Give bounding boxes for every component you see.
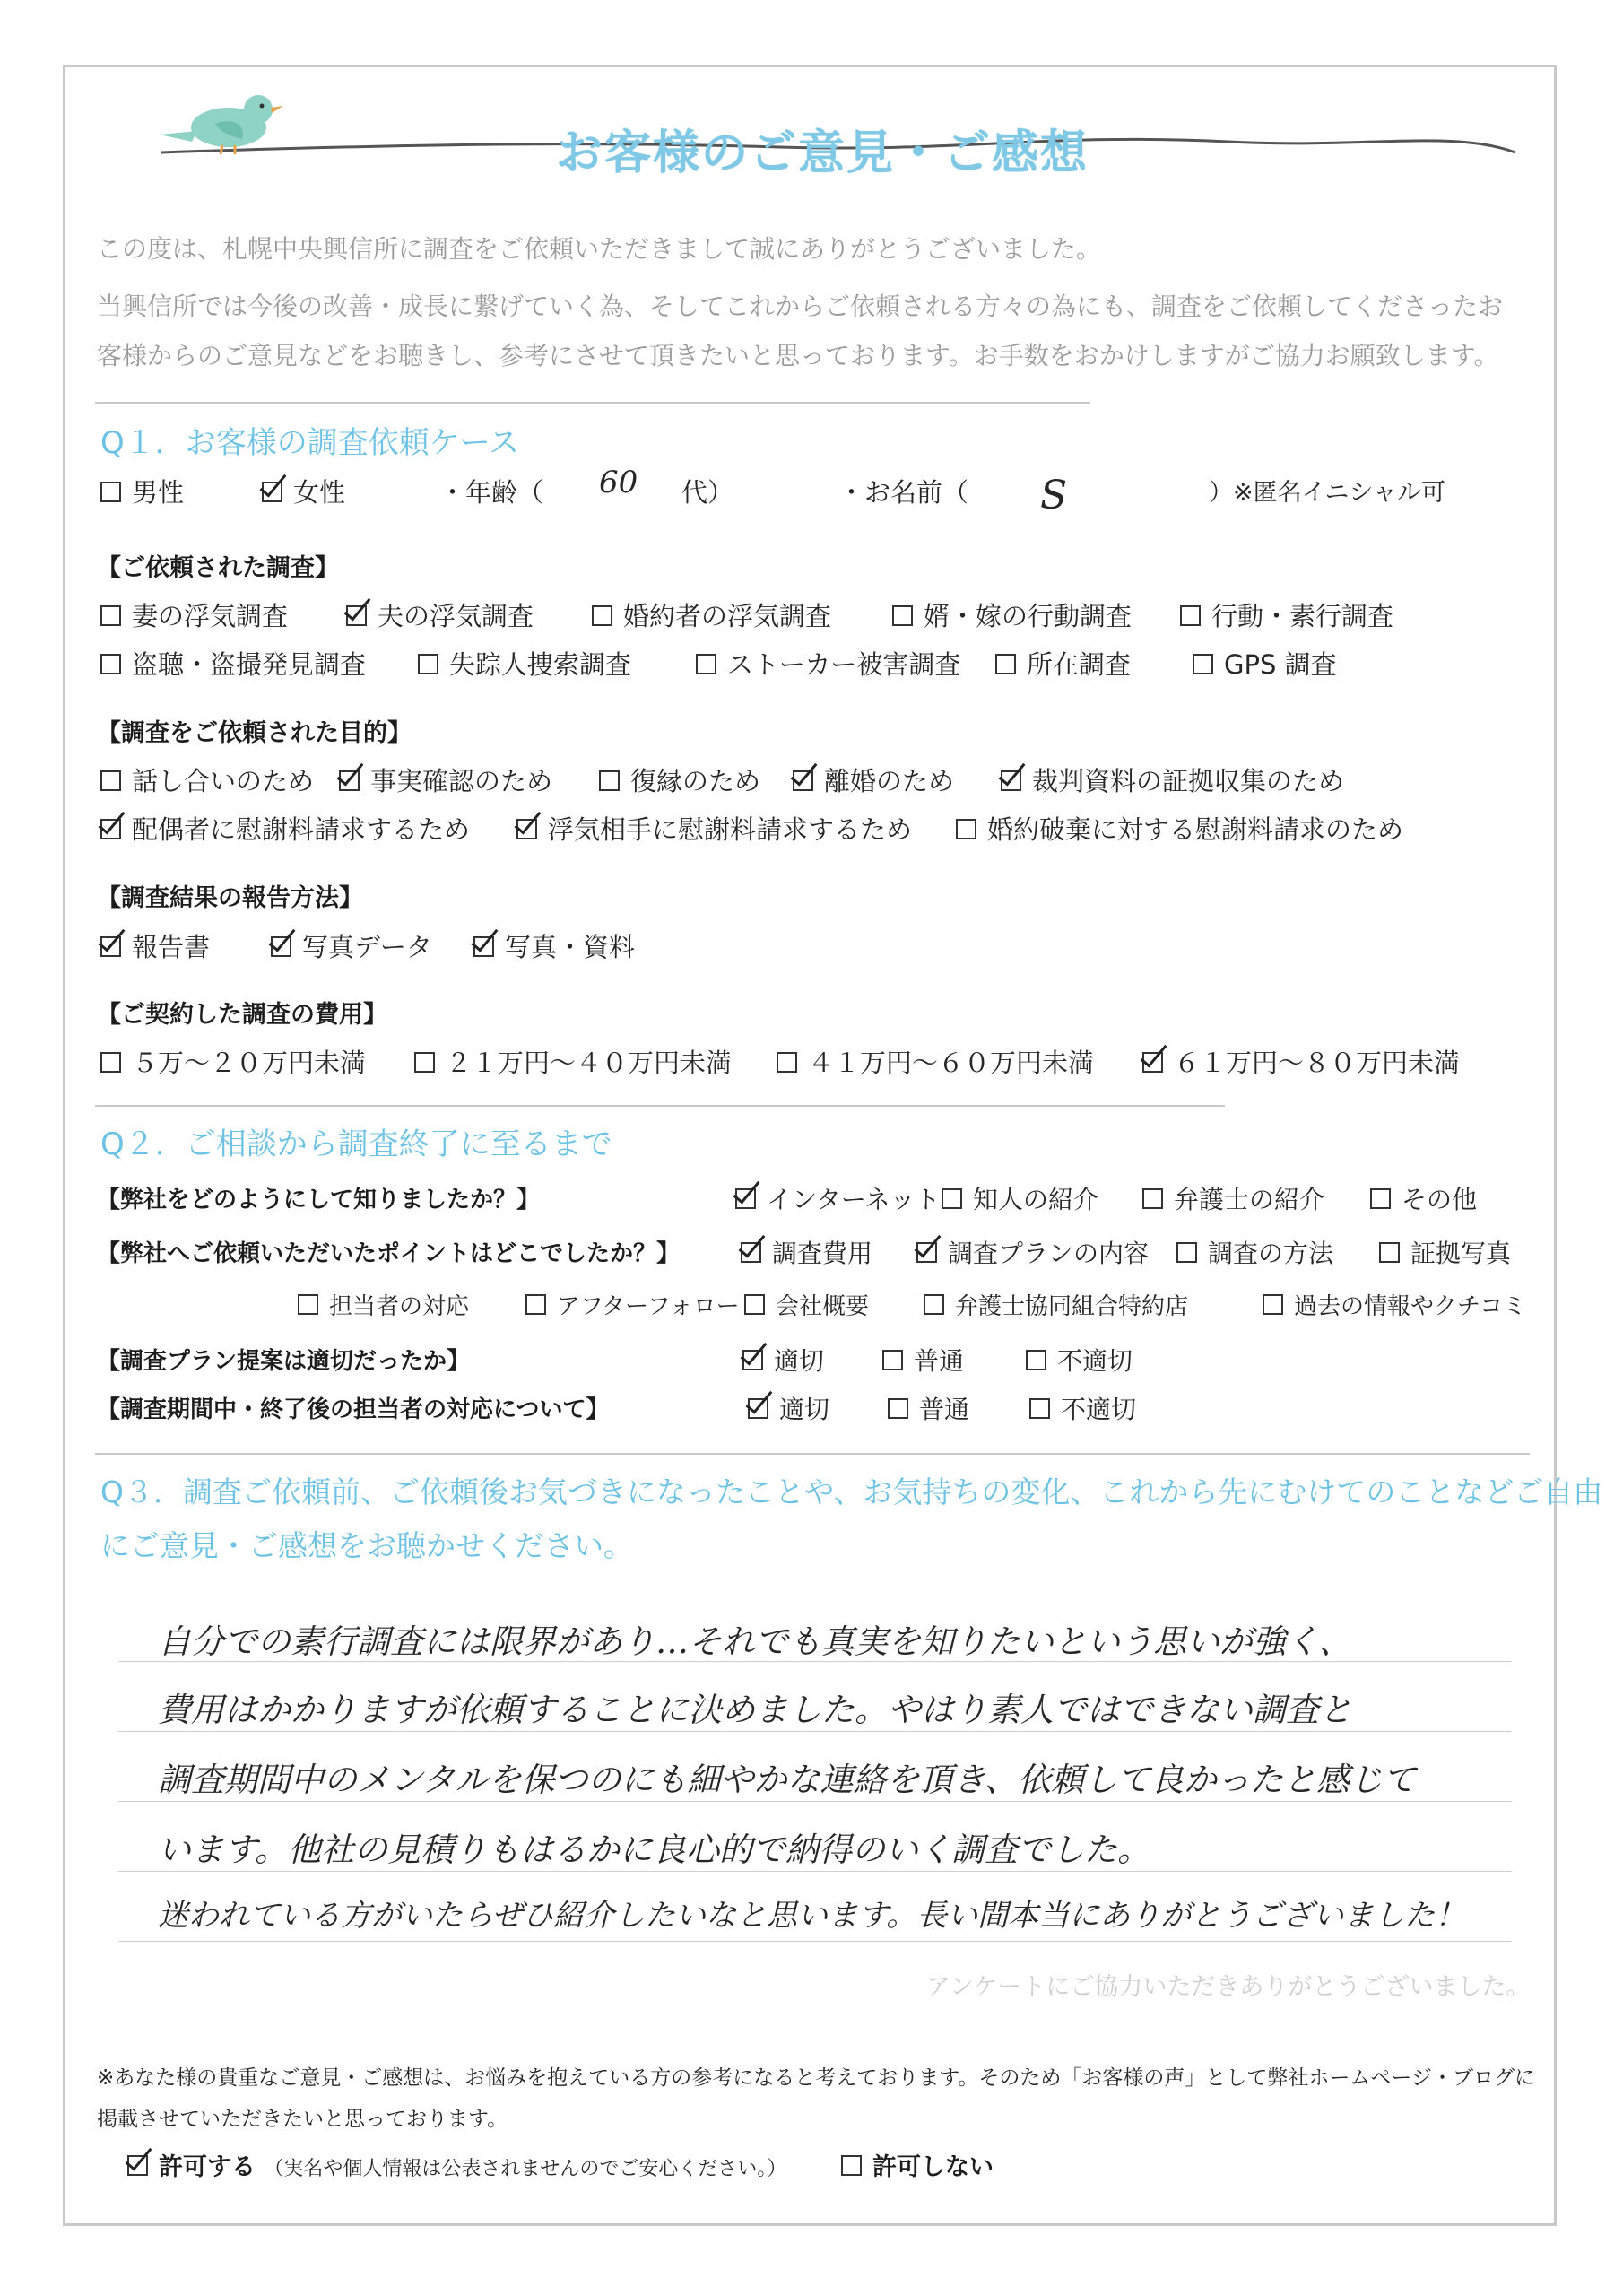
- option-husband-affair[interactable]: 夫の浮気調査: [346, 596, 534, 633]
- answer-line-5[interactable]: 迷われている方がいたらぜひ紹介したいなと思います。長い間本当にありがとうございました！: [158, 1898, 1466, 1934]
- name-value[interactable]: S: [1040, 473, 1068, 518]
- option-wife-affair[interactable]: 妻の浮気調査: [100, 596, 288, 633]
- option-fact-check[interactable]: 事実確認のため: [339, 761, 552, 798]
- checkbox-checked[interactable]: [748, 1398, 768, 1419]
- checkbox-checked[interactable]: [516, 819, 537, 839]
- option-plan-inappropriate[interactable]: 不適切: [1026, 1342, 1133, 1378]
- divider: [95, 402, 1090, 404]
- answer-rule: [118, 1731, 1512, 1732]
- q2-question-plan: 【調査プラン提案は適切だったか】: [97, 1348, 471, 1375]
- checkbox[interactable]: [1263, 1294, 1283, 1315]
- option-location[interactable]: 所在調査: [995, 645, 1131, 682]
- option-spouse-compensation[interactable]: 配偶者に慰謝料請求するため: [100, 810, 470, 847]
- section-title-investigation-type: 【ご依頼された調査】: [97, 554, 339, 582]
- checkbox[interactable]: [924, 1294, 944, 1315]
- answer-line-4[interactable]: います。他社の見積りもはるかに良心的で納得のいく調査でした。: [158, 1831, 1151, 1869]
- checkbox[interactable]: [1193, 654, 1213, 674]
- checkbox[interactable]: [418, 654, 438, 674]
- answer-rule: [118, 1941, 1512, 1942]
- option-internet[interactable]: インターネット: [735, 1180, 940, 1216]
- checkbox[interactable]: [592, 605, 612, 626]
- checkbox[interactable]: [892, 605, 913, 626]
- checkbox[interactable]: [841, 2155, 862, 2176]
- checkbox[interactable]: [1379, 1242, 1400, 1263]
- option-court-evidence[interactable]: 裁判資料の証拠収集のため: [1001, 761, 1344, 798]
- publish-note-line-1: ※あなた様の貴重なご意見・ご感想は、お悩みを抱えている方の参考になると考えております。そのため「お客様の声」として弊社ホームページ・ブログに: [97, 2066, 1535, 2090]
- section-title-purpose: 【調査をご依頼された目的】: [97, 719, 412, 747]
- divider: [95, 1105, 1225, 1107]
- checkbox[interactable]: [414, 1052, 435, 1073]
- checkbox[interactable]: [100, 770, 121, 791]
- q2-question-how-found: 【弊社をどのようにして知りましたか？】: [97, 1187, 541, 1213]
- option-past-reviews[interactable]: 過去の情報やクチコミ: [1263, 1288, 1526, 1321]
- q1-heading: Q１．お客様の調査依頼ケース: [100, 425, 520, 461]
- checkbox[interactable]: [298, 1294, 318, 1315]
- thanks-message: アンケートにご協力いただきありがとうございました。: [926, 1973, 1531, 2001]
- intro-line-1: この度は、札幌中央興信所に調査をご依頼いただきまして誠にありがとうございました。: [97, 234, 1102, 264]
- gender-male[interactable]: 男性: [100, 473, 184, 509]
- checkbox[interactable]: [956, 819, 976, 839]
- checkbox[interactable]: [525, 1294, 546, 1315]
- answer-rule: [118, 1871, 1512, 1872]
- option-other[interactable]: その他: [1370, 1180, 1477, 1216]
- checkbox[interactable]: [1142, 1188, 1163, 1209]
- checkbox[interactable]: [1029, 1398, 1050, 1419]
- option-cost-21-40[interactable]: ２１万円～４０万円未満: [414, 1043, 732, 1080]
- option-staff-inappropriate[interactable]: 不適切: [1029, 1390, 1136, 1426]
- option-cost-61-80[interactable]: ６１万円～８０万円未満: [1142, 1043, 1460, 1080]
- checkbox[interactable]: [1370, 1188, 1391, 1209]
- checkbox-checked[interactable]: [1142, 1052, 1163, 1073]
- option-fiance-affair[interactable]: 婚約者の浮気調査: [592, 596, 831, 633]
- q3-heading-line-2: にご意見・ご感想をお聴かせください。: [100, 1528, 633, 1563]
- checkbox-checked[interactable]: [271, 936, 291, 957]
- page-title: お客様のご意見・ご感想: [556, 126, 1089, 180]
- option-method[interactable]: 調査の方法: [1176, 1234, 1333, 1270]
- checkbox-checked[interactable]: [473, 936, 494, 957]
- checkbox-checked[interactable]: [1001, 770, 1021, 791]
- option-plan-appropriate[interactable]: 適切: [742, 1342, 824, 1378]
- checkbox[interactable]: [100, 1052, 121, 1073]
- checkbox-checked[interactable]: [346, 605, 367, 626]
- checkbox[interactable]: [995, 654, 1016, 674]
- option-behavior-check[interactable]: 行動・素行調査: [1180, 596, 1393, 633]
- age-suffix: 代）: [681, 477, 734, 508]
- option-staff-appropriate[interactable]: 適切: [748, 1390, 829, 1426]
- q2-question-points: 【弊社へご依頼いただいたポイントはどこでしたか？】: [97, 1240, 681, 1267]
- option-engagement-compensation[interactable]: 婚約破棄に対する慰謝料請求のため: [956, 810, 1403, 847]
- checkbox-checked[interactable]: [741, 1242, 761, 1263]
- checkbox-checked[interactable]: [262, 482, 282, 502]
- option-report[interactable]: 報告書: [100, 927, 210, 964]
- option-gps[interactable]: GPS 調査: [1193, 645, 1337, 682]
- checkbox-checked[interactable]: [127, 2155, 148, 2176]
- checkbox[interactable]: [100, 482, 121, 502]
- intro-line-3: 客様からのご意見などをお聴きし、参考にさせて頂きたいと思っております。お手数をおかけしますがご協力お願致します。: [97, 341, 1499, 370]
- answer-line-3[interactable]: 調査期間中のメンタルを保つのにも細やかな連絡を頂き、依頼して良かったと感じて: [158, 1761, 1417, 1799]
- option-bug-detection[interactable]: 盗聴・盗撮発見調査: [100, 645, 366, 682]
- option-stalker[interactable]: ストーカー被害調査: [696, 645, 960, 682]
- option-missing-person[interactable]: 失踪人捜索調査: [418, 645, 631, 682]
- bird-icon: [160, 95, 283, 154]
- checkbox-checked[interactable]: [735, 1188, 756, 1209]
- option-photo-data[interactable]: 写真データ: [271, 927, 432, 964]
- checkbox[interactable]: [882, 1350, 903, 1370]
- option-after-follow[interactable]: アフターフォロー: [525, 1288, 740, 1321]
- checkbox[interactable]: [942, 1188, 962, 1209]
- checkbox-checked[interactable]: [793, 770, 813, 791]
- gender-female[interactable]: 女性: [262, 473, 345, 509]
- section-title-cost: 【ご契約した調査の費用】: [97, 1001, 387, 1029]
- age-label: ・年齢（: [439, 477, 544, 508]
- option-reconcile[interactable]: 復縁のため: [599, 761, 760, 798]
- checkbox[interactable]: [1180, 605, 1201, 626]
- option-discussion[interactable]: 話し合いのため: [100, 761, 314, 798]
- allow-note: （実名や個人情報は公表されませんのでご安心ください。）: [264, 2158, 787, 2180]
- checkbox-checked[interactable]: [100, 819, 121, 839]
- checkbox-checked[interactable]: [916, 1242, 937, 1263]
- answer-line-2[interactable]: 費用はかかりますが依頼することに決めました。やはり素人ではできない調査と: [158, 1691, 1352, 1729]
- option-evidence-photo[interactable]: 証拠写真: [1379, 1234, 1511, 1270]
- option-inlaw-behavior[interactable]: 婿・嫁の行動調査: [892, 596, 1132, 633]
- publish-note-line-2: 掲載させていただきたいと思っております。: [97, 2108, 508, 2131]
- option-cost-41-60[interactable]: ４１万円～６０万円未満: [777, 1043, 1094, 1080]
- option-cost-5-20[interactable]: ５万～２０万円未満: [100, 1043, 366, 1080]
- checkbox[interactable]: [696, 654, 716, 674]
- q2-heading: Q２．ご相談から調査終了に至るまで: [100, 1126, 612, 1162]
- option-cost[interactable]: 調査費用: [741, 1234, 872, 1270]
- checkbox[interactable]: [100, 605, 121, 626]
- name-label: ・お名前（: [838, 477, 969, 508]
- option-plan-content[interactable]: 調査プランの内容: [916, 1234, 1149, 1270]
- checkbox[interactable]: [888, 1398, 908, 1419]
- option-plan-normal[interactable]: 普通: [882, 1342, 964, 1378]
- option-partner-compensation[interactable]: 浮気相手に慰謝料請求するため: [516, 810, 912, 847]
- age-value[interactable]: 60: [599, 465, 638, 500]
- checkbox-checked[interactable]: [742, 1350, 763, 1370]
- option-lawyer-coop[interactable]: 弁護士協同組合特約店: [924, 1288, 1188, 1321]
- option-photo-material[interactable]: 写真・資料: [473, 927, 635, 964]
- option-staff-response[interactable]: 担当者の対応: [298, 1288, 469, 1321]
- checkbox-checked[interactable]: [100, 936, 121, 957]
- option-divorce[interactable]: 離婚のため: [793, 761, 954, 798]
- checkbox-checked[interactable]: [339, 770, 360, 791]
- option-staff-normal[interactable]: 普通: [888, 1390, 969, 1426]
- divider: [95, 1453, 1530, 1455]
- checkbox[interactable]: [1176, 1242, 1197, 1263]
- name-suffix: ）※匿名イニシャル可: [1209, 479, 1446, 507]
- option-company-profile[interactable]: 会社概要: [744, 1288, 869, 1321]
- answer-rule: [118, 1801, 1512, 1802]
- allow-option[interactable]: 許可する （実名や個人情報は公表されませんのでご安心ください。）: [127, 2147, 786, 2182]
- checkbox[interactable]: [1026, 1350, 1046, 1370]
- option-lawyer-referral[interactable]: 弁護士の紹介: [1142, 1180, 1324, 1216]
- checkbox[interactable]: [100, 654, 121, 674]
- checkbox[interactable]: [599, 770, 620, 791]
- deny-option[interactable]: 許可しない: [841, 2147, 994, 2182]
- intro-line-2: 当興信所では今後の改善・成長に繋げていく為、そしてこれからご依頼される方々の為にも、調査をご依頼してくださったお: [97, 291, 1504, 321]
- q3-heading-line-1: Q３．調査ご依頼前、ご依頼後お気づきになったことや、お気持ちの変化、これから先にむけてのことなどご自由: [100, 1474, 1603, 1509]
- checkbox[interactable]: [777, 1052, 797, 1073]
- checkbox[interactable]: [744, 1294, 765, 1315]
- option-friend-referral[interactable]: 知人の紹介: [942, 1180, 1098, 1216]
- q2-question-staff: 【調査期間中・終了後の担当者の対応について】: [97, 1396, 610, 1423]
- answer-line-1[interactable]: 自分での素行調査には限界があり…それでも真実を知りたいという思いが強く、: [158, 1622, 1352, 1661]
- section-title-report-method: 【調査結果の報告方法】: [97, 884, 363, 912]
